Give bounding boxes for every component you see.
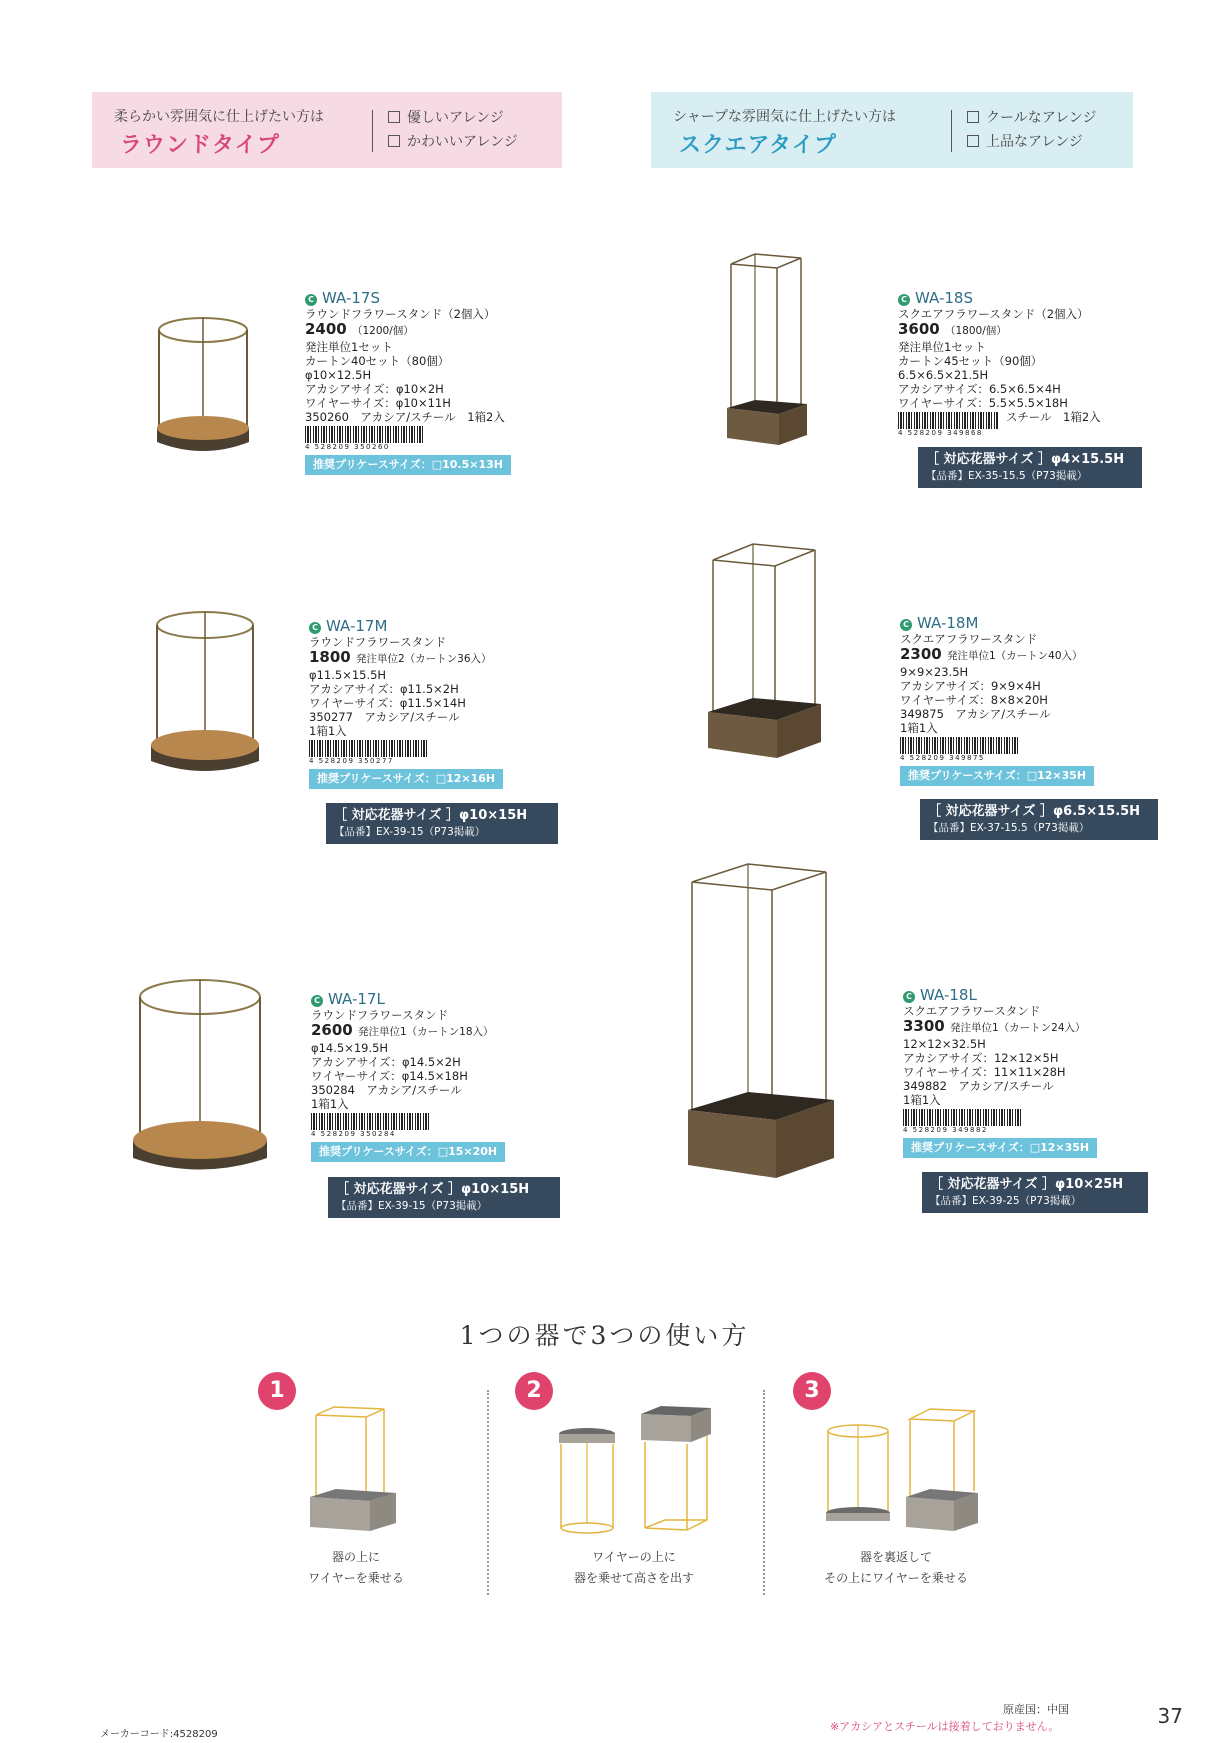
product-wa18m xyxy=(900,614,1094,786)
wa17l-product-image xyxy=(130,975,270,1180)
vase-part-number: 【品番】EX-39-25（P73掲載） xyxy=(930,1195,1082,1207)
product-price: 1800 xyxy=(309,648,351,666)
step-3-caption-line1: 器を裏返して xyxy=(859,1550,932,1564)
spec-line: アカシアサイズ：φ10×2H xyxy=(305,382,444,396)
product-price: 2400 xyxy=(305,320,347,338)
checkbox-icon xyxy=(967,135,979,147)
catalog-c-icon: C xyxy=(311,995,323,1007)
spec-line: ワイヤーサイズ：5.5×5.5×18H xyxy=(898,396,1068,410)
product-code: WA-17M xyxy=(326,617,388,635)
vase-part-number: 【品番】EX-35-15.5（P73掲載） xyxy=(926,470,1088,482)
round-type-banner xyxy=(92,92,562,168)
barcode-number: 4 528209 349882 xyxy=(903,1126,988,1134)
step-1-caption-line2: ワイヤーを乗せる xyxy=(308,1571,404,1585)
spec-line: ワイヤーサイズ：φ11.5×14H xyxy=(309,696,466,710)
product-name: ラウンドフラワースタンド xyxy=(309,635,447,649)
spec-line: 349882 アカシア/スチール xyxy=(903,1079,1054,1093)
spec-line: アカシアサイズ：12×12×5H xyxy=(903,1051,1059,1065)
step-3-number: 3 xyxy=(793,1372,831,1410)
round-banner-title: ラウンドタイプ xyxy=(120,133,280,158)
wa18m-product-image xyxy=(705,540,825,765)
price-note: （1200/個） xyxy=(351,325,414,337)
product-price: 3300 xyxy=(903,1017,945,1035)
wa18l-vase-size-tag xyxy=(922,1172,1148,1213)
spec-line: ワイヤーサイズ：11×11×28H xyxy=(903,1065,1066,1079)
round-banner-subtitle: 柔らかい雰囲気に仕上げたい方は xyxy=(114,109,324,125)
vase-size: ［ 対応花器サイズ ］φ10×15H xyxy=(334,808,528,823)
round-banner-checks xyxy=(388,106,518,154)
howto-title: 1つの器で3つの使い方 xyxy=(459,1321,750,1350)
product-code: WA-18M xyxy=(917,614,979,632)
spec-line: 349875 アカシア/スチール xyxy=(900,707,1051,721)
vase-part-number: 【品番】EX-39-15（P73掲載） xyxy=(336,1200,488,1212)
barcode-image xyxy=(309,740,427,757)
step-divider xyxy=(763,1390,765,1595)
spec-line: 1箱1入 xyxy=(309,724,347,738)
product-name: スクエアフラワースタンド xyxy=(903,1004,1041,1018)
price-note: 発注単位1（カートン18入） xyxy=(357,1026,494,1038)
barcode-image xyxy=(311,1113,429,1130)
vase-size: ［ 対応花器サイズ ］φ10×15H xyxy=(336,1182,530,1197)
spec-line: カートン45セット（90個） xyxy=(898,354,1043,368)
step-2-caption xyxy=(534,1547,734,1589)
wa18l-product-image xyxy=(688,860,838,1180)
product-wa17l xyxy=(311,990,505,1162)
square-banner-subtitle: シャープな雰囲気に仕上げたい方は xyxy=(673,109,897,125)
wa17m-vase-size-tag xyxy=(326,803,558,844)
catalog-c-icon: C xyxy=(898,294,910,306)
recommended-case-tag: 推奨プリケースサイズ：□12×16H xyxy=(309,769,503,789)
spec-line: 発注単位1セット xyxy=(305,340,393,354)
wa17s-product-image xyxy=(148,310,258,460)
origin-country: 原産国：中国 xyxy=(1003,1703,1069,1716)
price-note: 発注単位2（カートン36入） xyxy=(355,653,492,665)
barcode-number: 4 528209 349868 xyxy=(898,429,983,437)
product-code: WA-17L xyxy=(328,990,385,1008)
spec-line: 発注単位1セット xyxy=(898,340,986,354)
vase-size: ［ 対応花器サイズ ］φ6.5×15.5H xyxy=(928,804,1141,819)
checkbox-icon xyxy=(388,135,400,147)
maker-code: メーカーコード:4528209 xyxy=(100,1729,218,1740)
product-price: 2600 xyxy=(311,1021,353,1039)
recommended-case-tag: 推奨プリケースサイズ：□10.5×13H xyxy=(305,455,511,475)
round-banner-divider xyxy=(372,110,373,152)
step-3-illustration xyxy=(822,1405,982,1535)
step-2-caption-line2: 器を乗せて高さを出す xyxy=(573,1571,694,1585)
spec-line: アカシアサイズ：φ14.5×2H xyxy=(311,1055,461,1069)
product-price: 3600 xyxy=(898,320,940,338)
square-banner-checks xyxy=(967,106,1096,154)
price-note: （1800/個） xyxy=(944,325,1007,337)
catalog-c-icon: C xyxy=(903,991,915,1003)
barcode-image xyxy=(305,426,423,443)
product-name: ラウンドフラワースタンド xyxy=(311,1008,449,1022)
round-check-2: かわいいアレンジ xyxy=(407,134,518,150)
product-price: 2300 xyxy=(900,645,942,663)
spec-line: カートン40セット（80個） xyxy=(305,354,450,368)
recommended-case-tag: 推奨プリケースサイズ：□12×35H xyxy=(900,766,1094,786)
spec-line: 12×12×32.5H xyxy=(903,1037,986,1051)
spec-line: 350260 アカシア/スチール 1箱2入 xyxy=(305,410,505,424)
page-number: 37 xyxy=(1157,1704,1183,1728)
square-banner-divider xyxy=(951,110,952,152)
square-type-banner xyxy=(651,92,1133,168)
barcode-number: 4 528209 350277 xyxy=(309,757,394,765)
barcode-number: 4 528209 350284 xyxy=(311,1130,396,1138)
step-1-number: 1 xyxy=(258,1372,296,1410)
square-check-1: クールなアレンジ xyxy=(986,110,1097,126)
vase-size: ［ 対応花器サイズ ］φ4×15.5H xyxy=(926,452,1125,467)
product-wa18l xyxy=(903,986,1097,1158)
spec-line: ワイヤーサイズ：8×8×20H xyxy=(900,693,1048,707)
spec-line: φ10×12.5H xyxy=(305,368,372,382)
recommended-case-tag: 推奨プリケースサイズ：□15×20H xyxy=(311,1142,505,1162)
product-wa18s xyxy=(898,289,1101,437)
step-2-illustration xyxy=(555,1400,715,1535)
wa17l-vase-size-tag xyxy=(328,1177,560,1218)
product-code: WA-18S xyxy=(915,289,973,307)
product-wa17s xyxy=(305,289,511,475)
square-check-2: 上品なアレンジ xyxy=(986,134,1083,150)
product-wa17m xyxy=(309,617,503,789)
catalog-c-icon: C xyxy=(900,619,912,631)
step-3-caption-line2: その上にワイヤーを乗せる xyxy=(824,1571,968,1585)
vase-size: ［ 対応花器サイズ ］φ10×25H xyxy=(930,1177,1124,1192)
vase-part-number: 【品番】EX-39-15（P73掲載） xyxy=(334,826,486,838)
product-code: WA-17S xyxy=(322,289,380,307)
barcode-image xyxy=(898,412,998,429)
spec-line-tail: スチール 1箱2入 xyxy=(1006,410,1101,424)
product-name: スクエアフラワースタンド（2個入） xyxy=(898,307,1089,321)
square-banner-title: スクエアタイプ xyxy=(679,133,837,158)
barcode-number: 4 528209 349875 xyxy=(900,754,985,762)
checkbox-icon xyxy=(967,111,979,123)
step-1-illustration xyxy=(306,1405,406,1535)
step-1-caption xyxy=(256,1547,456,1589)
wa18s-product-image xyxy=(725,250,810,455)
price-note: 発注単位1（カートン40入） xyxy=(946,650,1083,662)
catalog-c-icon: C xyxy=(305,294,317,306)
spec-line: 1箱1入 xyxy=(903,1093,941,1107)
barcode-number: 4 528209 350260 xyxy=(305,443,390,451)
vase-part-number: 【品番】EX-37-15.5（P73掲載） xyxy=(928,822,1090,834)
wa18s-vase-size-tag xyxy=(918,447,1142,488)
step-3-caption xyxy=(796,1547,996,1589)
spec-line: φ11.5×15.5H xyxy=(309,668,387,682)
wa18m-vase-size-tag xyxy=(920,799,1158,840)
spec-line: アカシアサイズ：9×9×4H xyxy=(900,679,1041,693)
step-2-caption-line1: ワイヤーの上に xyxy=(592,1550,676,1564)
spec-line: 350277 アカシア/スチール xyxy=(309,710,460,724)
spec-line: アカシアサイズ：φ11.5×2H xyxy=(309,682,459,696)
step-2-number: 2 xyxy=(515,1372,553,1410)
product-name: ラウンドフラワースタンド（2個入） xyxy=(305,307,496,321)
product-name: スクエアフラワースタンド xyxy=(900,632,1038,646)
recommended-case-tag: 推奨プリケースサイズ：□12×35H xyxy=(903,1138,1097,1158)
catalog-c-icon: C xyxy=(309,622,321,634)
spec-line: ワイヤーサイズ：φ10×11H xyxy=(305,396,451,410)
spec-line: ワイヤーサイズ：φ14.5×18H xyxy=(311,1069,468,1083)
product-code: WA-18L xyxy=(920,986,977,1004)
spec-line: φ14.5×19.5H xyxy=(311,1041,389,1055)
spec-line: 9×9×23.5H xyxy=(900,665,969,679)
spec-line: 1箱1入 xyxy=(311,1097,349,1111)
checkbox-icon xyxy=(388,111,400,123)
round-check-1: 優しいアレンジ xyxy=(407,110,504,126)
step-1-caption-line1: 器の上に xyxy=(331,1550,380,1564)
spec-line: 1箱1入 xyxy=(900,721,938,735)
wa17m-product-image xyxy=(145,605,265,780)
adhesive-note: ※アカシアとスチールは接着しておりません。 xyxy=(830,1720,1060,1733)
price-note: 発注単位1（カートン24入） xyxy=(949,1022,1086,1034)
step-divider xyxy=(487,1390,489,1595)
barcode-image xyxy=(903,1109,1021,1126)
spec-line: アカシアサイズ：6.5×6.5×4H xyxy=(898,382,1061,396)
spec-line: 350284 アカシア/スチール xyxy=(311,1083,462,1097)
spec-line: 6.5×6.5×21.5H xyxy=(898,368,989,382)
barcode-image xyxy=(900,737,1018,754)
